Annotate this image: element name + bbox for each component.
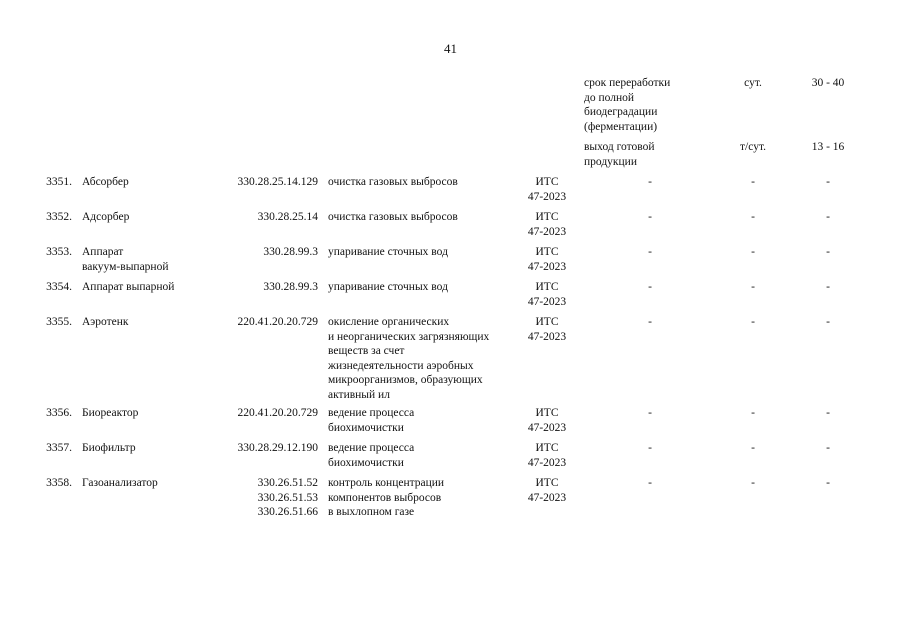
okpd-code: 330.26.51.66: [257, 506, 318, 518]
row-number: 3358.: [46, 477, 72, 489]
okpd-code: 330.28.99.3: [263, 281, 318, 293]
equipment-name: Газоанализатор: [82, 477, 158, 489]
okpd-code: 330.26.51.52: [257, 477, 318, 489]
parameter-value: 30 - 40: [811, 77, 845, 89]
equipment-purpose: окисление органических: [328, 316, 450, 328]
value-dash: -: [826, 176, 830, 188]
equipment-name: Биофильтр: [82, 442, 136, 454]
parameter-dash: -: [648, 477, 652, 489]
unit-dash: -: [751, 442, 755, 454]
unit-dash: -: [751, 281, 755, 293]
equipment-purpose: в выхлопном газе: [328, 506, 415, 518]
equipment-purpose: очистка газовых выбросов: [328, 176, 458, 188]
equipment-purpose: биохимочистки: [328, 421, 404, 434]
parameter-name: срок переработки: [584, 77, 671, 89]
its-reference: ИТС: [535, 176, 559, 188]
row-number: 3356.: [46, 407, 72, 419]
its-reference: 47-2023: [527, 190, 567, 203]
row-number: 3351.: [46, 176, 72, 188]
its-reference: 47-2023: [527, 456, 567, 469]
parameter-name: продукции: [584, 155, 637, 168]
its-reference: ИТС: [535, 477, 559, 489]
parameter-dash: -: [648, 211, 652, 223]
value-dash: -: [826, 211, 830, 223]
its-reference: 47-2023: [527, 225, 567, 238]
its-reference: ИТС: [535, 211, 559, 223]
parameter-dash: -: [648, 442, 652, 454]
row-number: 3357.: [46, 442, 72, 454]
okpd-code: 330.26.51.53: [257, 491, 318, 504]
parameter-dash: -: [648, 281, 652, 293]
row-number: 3355.: [46, 316, 72, 328]
its-reference: 47-2023: [527, 330, 567, 343]
equipment-name: Аппарат: [82, 246, 124, 258]
unit-dash: -: [751, 211, 755, 223]
equipment-purpose: ведение процесса: [328, 442, 415, 454]
parameter-name: выход готовой: [584, 141, 655, 153]
value-dash: -: [826, 246, 830, 258]
equipment-name: вакуум-выпарной: [82, 260, 169, 273]
unit-dash: -: [751, 176, 755, 188]
equipment-name: Абсорбер: [82, 176, 129, 188]
its-reference: ИТС: [535, 316, 559, 328]
okpd-code: 220.41.20.20.729: [237, 407, 318, 419]
its-reference: ИТС: [535, 281, 559, 293]
equipment-purpose: компонентов выбросов: [328, 491, 442, 504]
equipment-purpose: микроорганизмов, образующих: [328, 374, 483, 386]
parameter-dash: -: [648, 316, 652, 328]
its-reference: 47-2023: [527, 295, 567, 308]
page-number: 41: [444, 41, 457, 56]
equipment-purpose: веществ за счет: [328, 345, 405, 357]
parameter-dash: -: [648, 407, 652, 419]
parameter-dash: -: [648, 176, 652, 188]
parameter-name: (ферментации): [584, 120, 658, 133]
value-dash: -: [826, 477, 830, 489]
its-reference: 47-2023: [527, 491, 567, 504]
row-number: 3352.: [46, 211, 72, 223]
okpd-code: 330.28.29.12.190: [237, 442, 318, 454]
row-number: 3353.: [46, 246, 72, 258]
value-dash: -: [826, 316, 830, 328]
parameter-dash: -: [648, 246, 652, 258]
its-reference: ИТС: [535, 407, 559, 419]
its-reference: 47-2023: [527, 421, 567, 434]
okpd-code: 330.28.25.14.129: [237, 176, 318, 188]
parameter-value: 13 - 16: [811, 141, 845, 153]
parameter-name: до полной: [584, 91, 635, 104]
equipment-purpose: активный ил: [328, 388, 390, 401]
equipment-purpose: ведение процесса: [328, 407, 415, 419]
value-dash: -: [826, 442, 830, 454]
parameter-unit: т/сут.: [740, 141, 766, 153]
its-reference: ИТС: [535, 442, 559, 454]
okpd-code: 330.28.25.14: [257, 211, 318, 223]
okpd-code: 220.41.20.20.729: [237, 316, 318, 328]
value-dash: -: [826, 407, 830, 419]
equipment-name: Адсорбер: [82, 211, 130, 223]
equipment-purpose: и неорганических загрязняющих: [328, 330, 490, 343]
equipment-name: Аэротенк: [82, 316, 129, 328]
unit-dash: -: [751, 407, 755, 419]
equipment-purpose: очистка газовых выбросов: [328, 211, 458, 223]
unit-dash: -: [751, 246, 755, 258]
equipment-purpose: биохимочистки: [328, 456, 404, 469]
row-number: 3354.: [46, 281, 72, 293]
its-reference: 47-2023: [527, 260, 567, 273]
unit-dash: -: [751, 316, 755, 328]
equipment-name: Биореактор: [82, 407, 139, 419]
equipment-purpose: контроль концентрации: [328, 477, 445, 489]
unit-dash: -: [751, 477, 755, 489]
equipment-name: Аппарат выпарной: [82, 281, 175, 293]
its-reference: ИТС: [535, 246, 559, 258]
value-dash: -: [826, 281, 830, 293]
equipment-purpose: упаривание сточных вод: [328, 281, 448, 293]
equipment-purpose: упаривание сточных вод: [328, 246, 448, 258]
okpd-code: 330.28.99.3: [263, 246, 318, 258]
equipment-purpose: жизнедеятельности аэробных: [328, 359, 474, 372]
parameter-unit: сут.: [744, 77, 762, 89]
parameter-name: биодеградации: [584, 106, 658, 118]
